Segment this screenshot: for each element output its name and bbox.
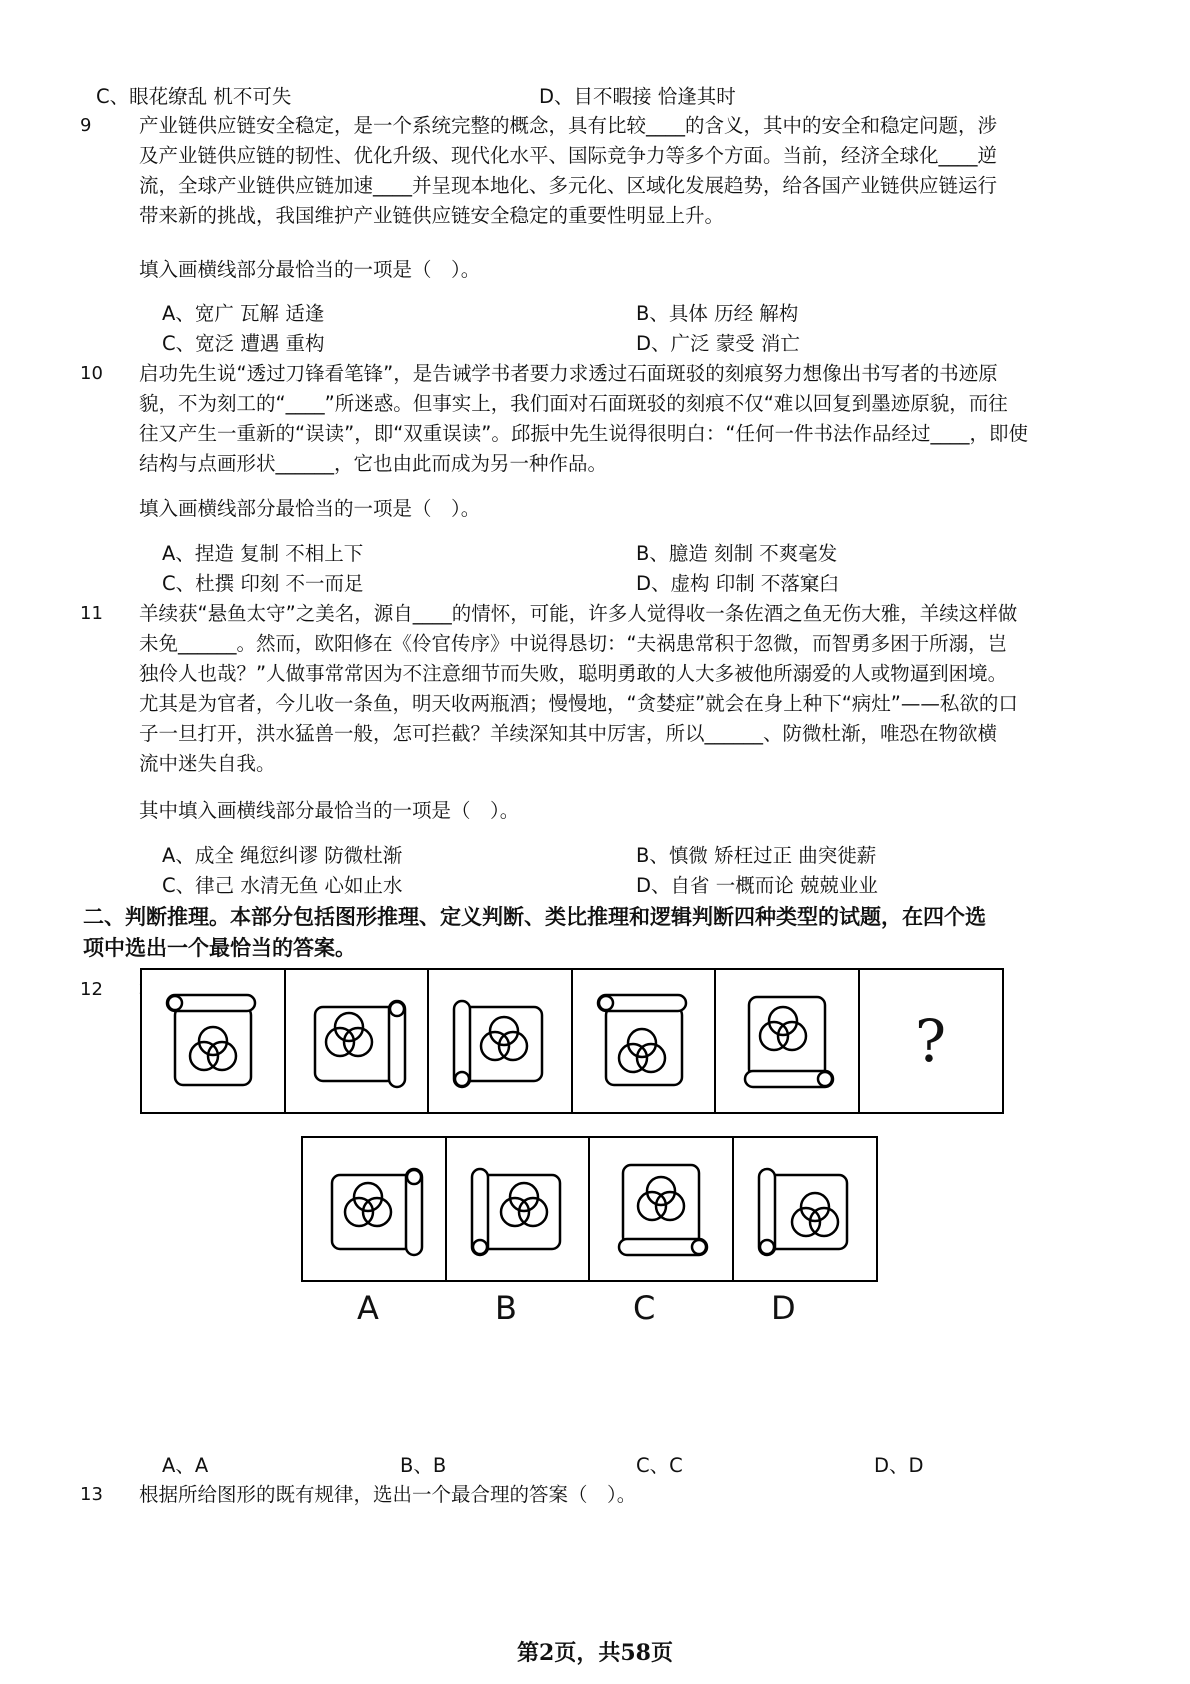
stem-line: 结构与点画形状______，它也由此而成为另一种作品。	[139, 452, 608, 475]
q12-option-a: A、A	[162, 1454, 209, 1477]
page-footer: 第2页，共58页	[517, 1640, 673, 1666]
scroll-figure	[314, 1149, 434, 1269]
sequence-figure-1	[140, 968, 286, 1114]
q9-option-a: A、宽广 瓦解 适逢	[162, 302, 325, 325]
stem-line: 产业链供应链安全稳定，是一个系统完整的概念，具有比较____的含义，其中的安全和稳定问题，涉	[139, 114, 998, 137]
q12-options-row	[301, 1136, 878, 1282]
option-figure-d[interactable]	[732, 1136, 878, 1282]
question-number: 9	[80, 115, 92, 136]
option-figure-a[interactable]	[301, 1136, 447, 1282]
section-heading	[83, 902, 986, 964]
q9-stem	[139, 111, 1084, 231]
option-figure-c[interactable]	[588, 1136, 734, 1282]
q11-option-d: D、自省 一概而论 兢兢业业	[636, 874, 878, 897]
stem-line: 往又产生一重新的“误读”，即“双重误读”。邱振中先生说得很明白：“任何一件书法作品经过____，即使	[139, 422, 1029, 445]
q13-prompt: 根据所给图形的既有规律，选出一个最合理的答案（ ）。	[139, 1483, 637, 1506]
q12-option-c: C、C	[636, 1454, 683, 1477]
option-letter-a: A	[357, 1289, 379, 1327]
stem-line: 未免______。然而，欧阳修在《伶官传序》中说得恳切：“夫祸患常积于忽微，而智勇多困于所溺，岂	[139, 632, 1008, 655]
scroll-figure	[745, 1149, 865, 1269]
scroll-figure	[440, 981, 560, 1101]
question-number: 13	[80, 1484, 103, 1505]
q11-option-b: B、慎微 矫枉过正 曲突徙薪	[636, 844, 877, 867]
section-heading-line: 项中选出一个最恰当的答案。	[83, 936, 356, 960]
sequence-figure-4	[571, 968, 717, 1114]
q12-sequence-row	[140, 968, 1004, 1114]
q10-option-d: D、虚构 印制 不落窠臼	[636, 572, 839, 595]
question-number: 12	[80, 979, 103, 1000]
stem-line: 独伶人也哉？”人做事常常因为不注意细节而失败，聪明勇敢的人大多被他所溺爱的人或物逼到困境。	[139, 662, 1008, 685]
q11-stem	[139, 599, 1084, 779]
q11-option-a: A、成全 绳愆纠谬 防微杜渐	[162, 844, 403, 867]
q10-stem	[139, 359, 1084, 479]
scroll-figure	[601, 1149, 721, 1269]
q9-option-d: D、广泛 蒙受 消亡	[636, 332, 800, 355]
stem-line: 流中迷失自我。	[139, 752, 276, 775]
scroll-figure	[458, 1149, 578, 1269]
stem-line: 子一旦打开，洪水猛兽一般，怎可拦截？羊续深知其中厉害，所以______、防微杜渐，唯恐在物欲横	[139, 722, 998, 745]
option-letter-b: B	[495, 1289, 517, 1327]
sequence-figure-3	[427, 968, 573, 1114]
stem-line: 启功先生说“透过刀锋看笔锋”，是告诫学书者要力求透过石面斑驳的刻痕努力想像出书写者的书迹原	[139, 362, 998, 385]
option-letter-d: D	[771, 1289, 796, 1327]
scroll-figure	[584, 981, 704, 1101]
q8-option-d: D、目不暇接 恰逢其时	[539, 85, 736, 108]
scroll-figure	[727, 981, 847, 1101]
q11-option-c: C、律己 水清无鱼 心如止水	[162, 874, 403, 897]
stem-line: 尤其是为官者，今儿收一条鱼，明天收两瓶酒；慢慢地，“贪婪症”就会在身上种下“病灶”——私欲的口	[139, 692, 1018, 715]
q10-option-b: B、臆造 刻制 不爽毫发	[636, 542, 838, 565]
q12-option-b: B、B	[400, 1454, 447, 1477]
q11-prompt: 其中填入画横线部分最恰当的一项是（ ）。	[139, 799, 520, 822]
option-figure-b[interactable]	[445, 1136, 591, 1282]
q9-option-c: C、宽泛 遭遇 重构	[162, 332, 325, 355]
q12-option-d: D、D	[874, 1454, 924, 1477]
sequence-figure-6	[858, 968, 1004, 1114]
option-letter-c: C	[633, 1289, 656, 1327]
q10-prompt: 填入画横线部分最恰当的一项是（ ）。	[139, 497, 481, 520]
scroll-figure	[297, 981, 417, 1101]
sequence-figure-5	[714, 968, 860, 1114]
section-heading-line: 二、判断推理。本部分包括图形推理、定义判断、类比推理和逻辑判断四种类型的试题，在四个选	[83, 905, 986, 929]
q9-option-b: B、具体 历经 解构	[636, 302, 799, 325]
q10-option-c: C、杜撰 印刻 不一而足	[162, 572, 364, 595]
scroll-figure	[153, 981, 273, 1101]
stem-line: 流，全球产业链供应链加速____并呈现本地化、多元化、区域化发展趋势，给各国产业链供应链运行	[139, 174, 998, 197]
stem-line: 貌，不为刻工的“____”所迷惑。但事实上，我们面对石面斑驳的刻痕不仅“难以回复到墨迹原貌，而往	[139, 392, 1008, 415]
q9-prompt: 填入画横线部分最恰当的一项是（ ）。	[139, 258, 481, 281]
q8-option-c: C、眼花缭乱 机不可失	[96, 85, 292, 108]
question-number: 11	[80, 603, 103, 624]
stem-line: 羊续获“悬鱼太守”之美名，源自____的情怀，可能，许多人觉得收一条佐酒之鱼无伤大雅，羊续这样做	[139, 602, 1018, 625]
q10-option-a: A、捏造 复制 不相上下	[162, 542, 364, 565]
stem-line: 带来新的挑战，我国维护产业链供应链安全稳定的重要性明显上升。	[139, 204, 725, 227]
stem-line: 及产业链供应链的韧性、优化升级、现代化水平、国际竞争力等多个方面。当前，经济全球化____逆	[139, 144, 998, 167]
question-number: 10	[80, 363, 103, 384]
sequence-figure-2	[284, 968, 430, 1114]
question-mark: ?	[914, 1007, 947, 1075]
